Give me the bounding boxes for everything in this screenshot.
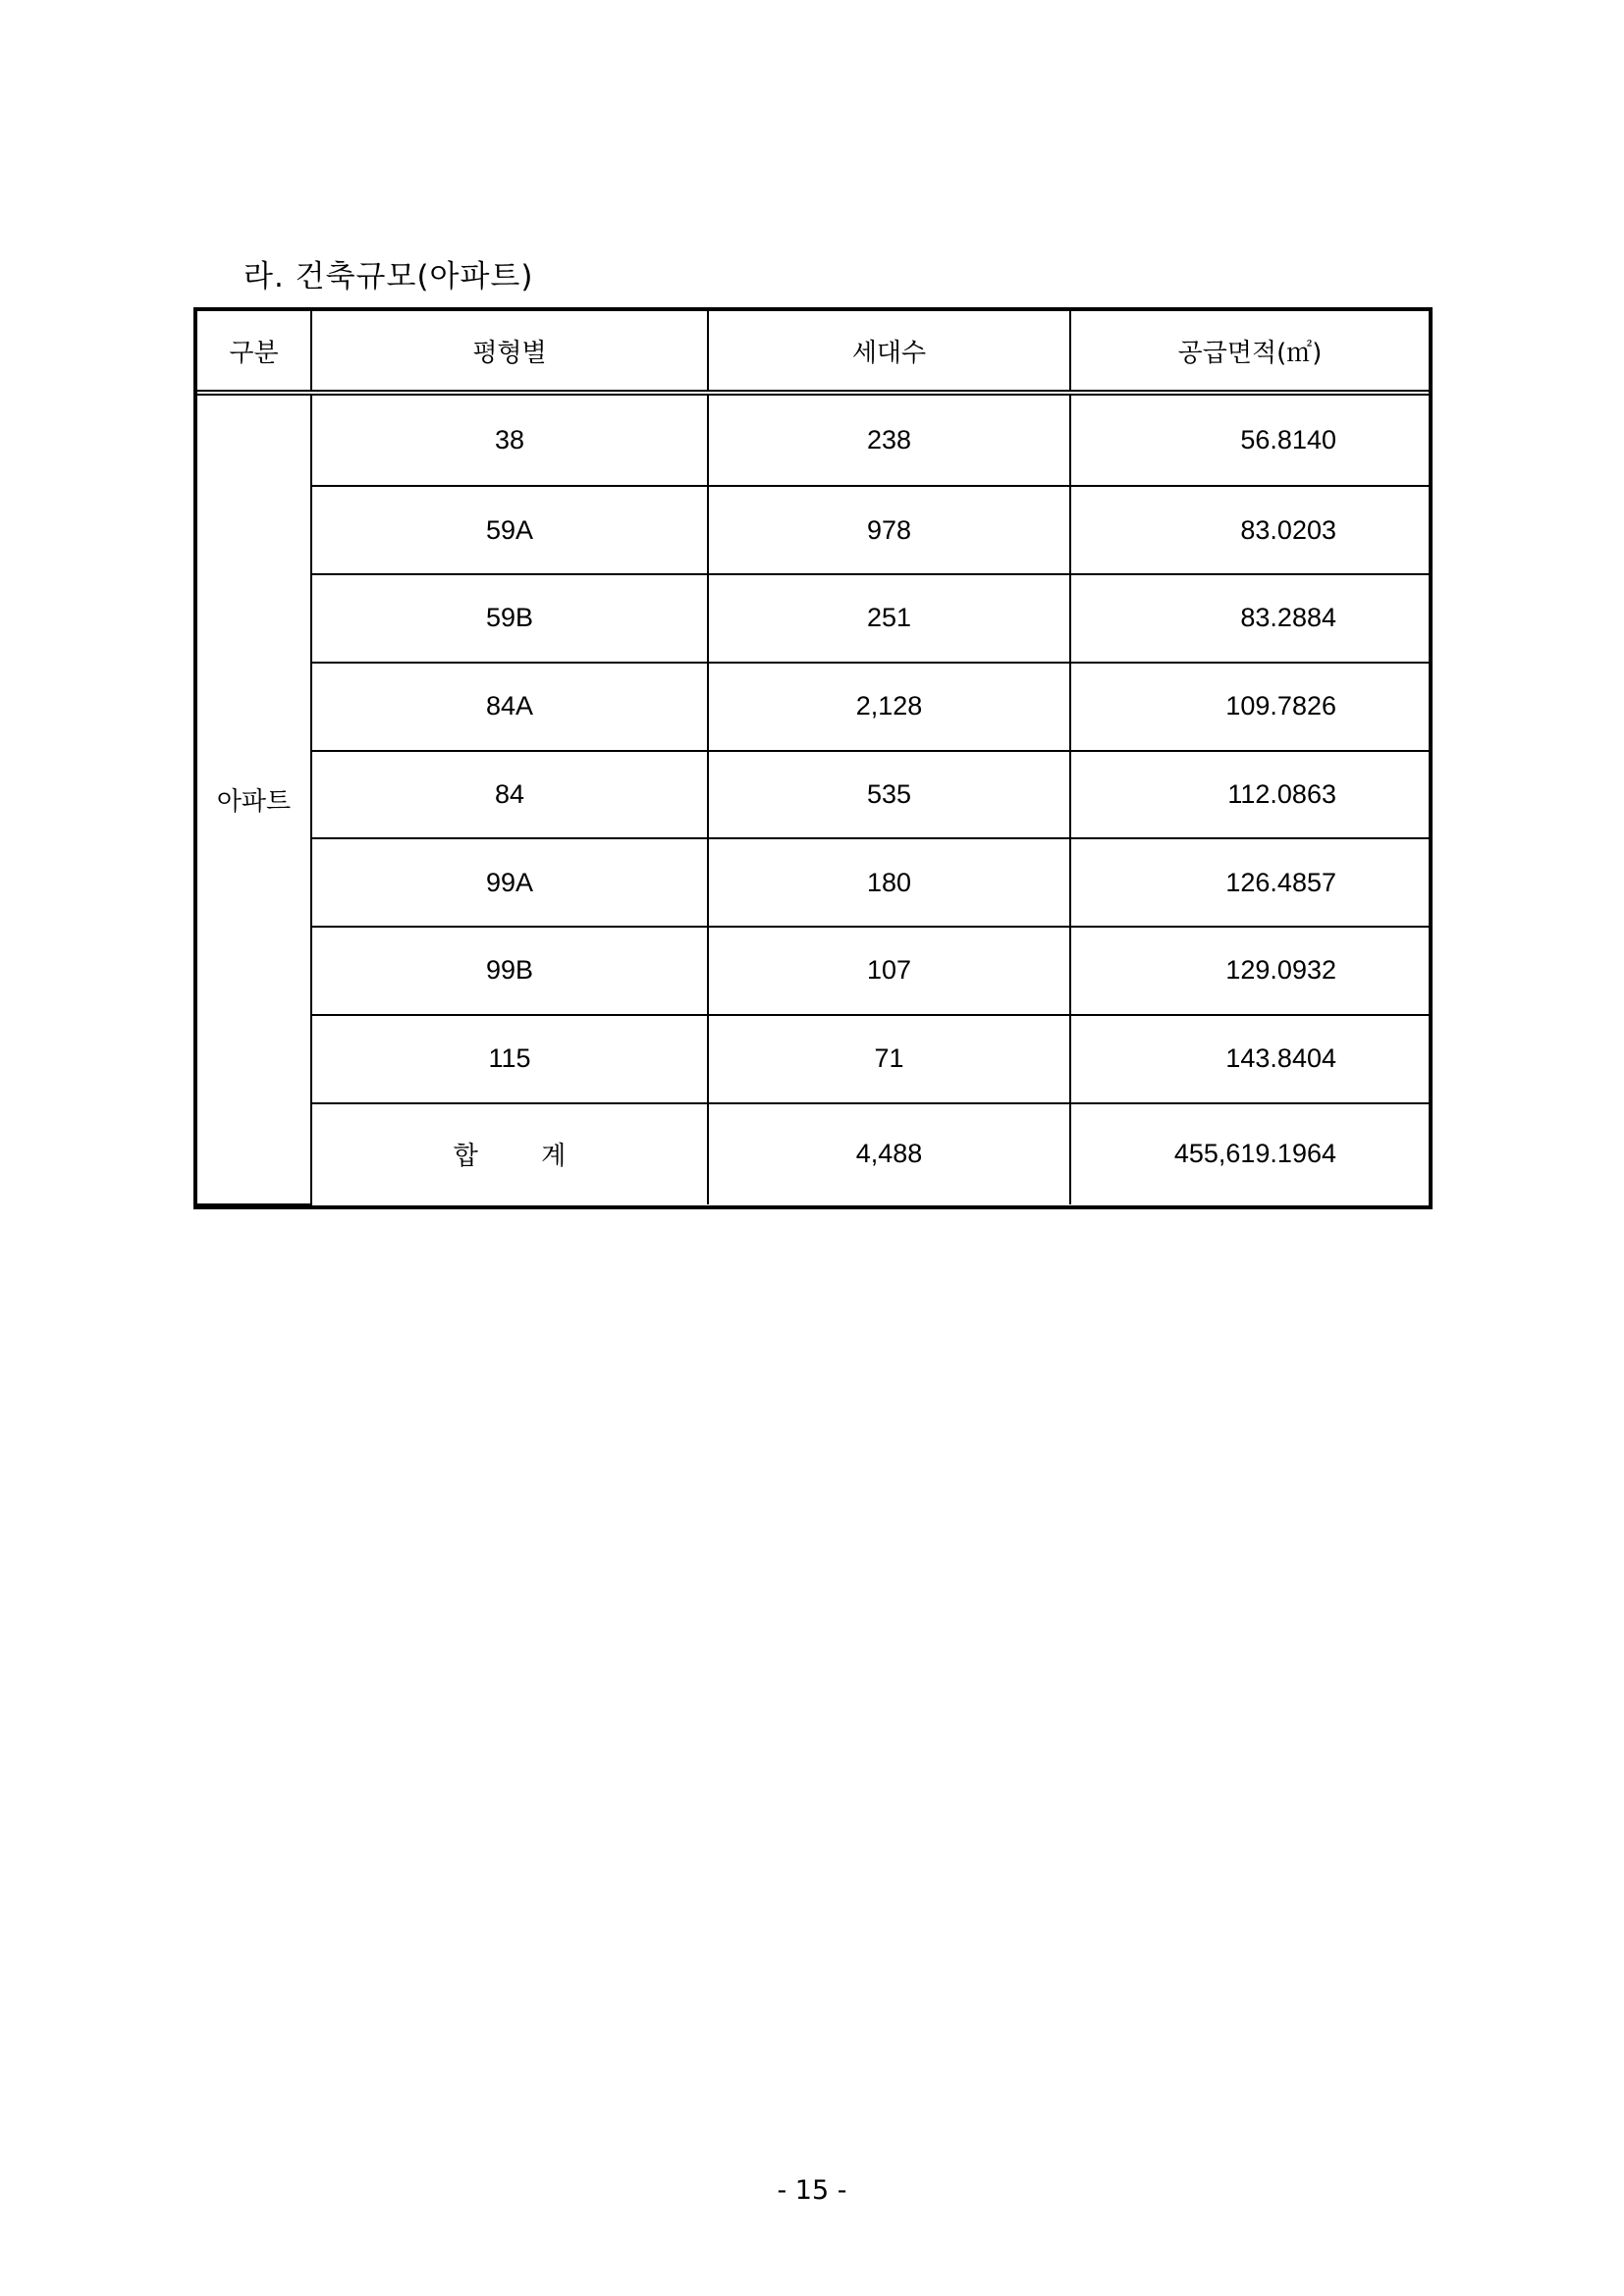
header-unit-type: 평형별 <box>311 311 708 393</box>
unit-type-cell: 84 <box>311 751 708 839</box>
header-households: 세대수 <box>708 311 1070 393</box>
supply-area-cell: 143.8404 <box>1070 1015 1429 1103</box>
section-title: 라. 건축규모(아파트) <box>244 259 534 294</box>
total-households: 4,488 <box>708 1103 1070 1204</box>
households-cell: 107 <box>708 927 1070 1015</box>
building-scale-table <box>193 307 1433 1209</box>
supply-area-cell: 56.8140 <box>1070 393 1429 486</box>
table-row <box>197 1015 1429 1103</box>
unit-type-cell: 84A <box>311 663 708 751</box>
table-row <box>197 838 1429 927</box>
supply-area-cell: 129.0932 <box>1070 927 1429 1015</box>
unit-type-cell: 99A <box>311 838 708 927</box>
supply-area-cell: 126.4857 <box>1070 838 1429 927</box>
group-label-apartment: 아파트 <box>197 393 311 1204</box>
unit-type-cell: 99B <box>311 927 708 1015</box>
header-category: 구분 <box>197 311 311 393</box>
supply-area-cell: 83.2884 <box>1070 574 1429 663</box>
page-number: - 15 - <box>777 2175 847 2206</box>
table-row <box>197 927 1429 1015</box>
unit-type-cell: 38 <box>311 393 708 486</box>
households-cell: 71 <box>708 1015 1070 1103</box>
table-row <box>197 393 1429 486</box>
total-supply-area: 455,619.1964 <box>1070 1103 1429 1204</box>
households-cell: 180 <box>708 838 1070 927</box>
table-header-row <box>197 311 1429 393</box>
households-cell: 2,128 <box>708 663 1070 751</box>
table-row <box>197 751 1429 839</box>
households-cell: 251 <box>708 574 1070 663</box>
supply-area-cell: 83.0203 <box>1070 486 1429 574</box>
table-row <box>197 486 1429 574</box>
table-total-row <box>197 1103 1429 1204</box>
table-row <box>197 574 1429 663</box>
supply-area-cell: 112.0863 <box>1070 751 1429 839</box>
unit-type-cell: 59B <box>311 574 708 663</box>
header-supply-area: 공급면적(㎡) <box>1070 311 1429 393</box>
unit-type-cell: 115 <box>311 1015 708 1103</box>
supply-area-cell: 109.7826 <box>1070 663 1429 751</box>
households-cell: 535 <box>708 751 1070 839</box>
households-cell: 978 <box>708 486 1070 574</box>
unit-type-cell: 59A <box>311 486 708 574</box>
table-row <box>197 663 1429 751</box>
total-label: 합 계 <box>311 1103 708 1204</box>
households-cell: 238 <box>708 393 1070 486</box>
